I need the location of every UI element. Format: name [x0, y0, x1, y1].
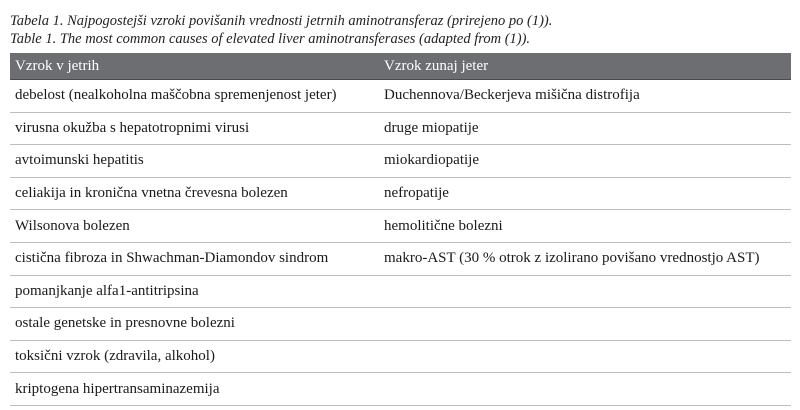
header-extrahepatic-causes: Vzrok zunaj jeter: [379, 53, 791, 80]
table-row: [10, 112, 791, 145]
cell-liver-cause: celiakija in kronična vnetna črevesna bolezen: [10, 177, 379, 210]
causes-table: [10, 53, 791, 406]
table-row: [10, 275, 791, 308]
table-row: [10, 80, 791, 113]
table-row: [10, 177, 791, 210]
cell-extrahepatic-cause: [379, 275, 791, 308]
cell-liver-cause: kriptogena hipertransaminazemija: [10, 373, 379, 406]
cell-liver-cause: pomanjkanje alfa1-antitripsina: [10, 275, 379, 308]
header-liver-causes: Vzrok v jetrih: [10, 53, 379, 80]
table-row: [10, 210, 791, 243]
cell-extrahepatic-cause: Duchennova/Beckerjeva mišična distrofija: [379, 80, 791, 113]
cell-liver-cause: debelost (nealkoholna maščobna spremenjenost jeter): [10, 80, 379, 113]
cell-extrahepatic-cause: [379, 308, 791, 341]
caption-slovenian: Tabela 1. Najpogostejši vzroki povišanih vrednosti jetrnih aminotransferaz (prirejeno po (1)).: [10, 13, 553, 29]
table-row: [10, 242, 791, 275]
cell-extrahepatic-cause: nefropatije: [379, 177, 791, 210]
table-caption: [10, 12, 791, 48]
table-row: [10, 308, 791, 341]
cell-liver-cause: toksični vzrok (zdravila, alkohol): [10, 340, 379, 373]
table-header-row: [10, 53, 791, 80]
cell-liver-cause: cistična fibroza in Shwachman-Diamondov sindrom: [10, 242, 379, 275]
table-row: [10, 373, 791, 406]
cell-extrahepatic-cause: makro-AST (30 % otrok z izolirano povišano vrednostjo AST): [379, 242, 791, 275]
cell-extrahepatic-cause: [379, 373, 791, 406]
cell-extrahepatic-cause: hemolitične bolezni: [379, 210, 791, 243]
cell-liver-cause: Wilsonova bolezen: [10, 210, 379, 243]
cell-liver-cause: ostale genetske in presnovne bolezni: [10, 308, 379, 341]
table-row: [10, 340, 791, 373]
caption-english: Table 1. The most common causes of elevated liver aminotransferases (adapted from (1)).: [10, 31, 531, 47]
cell-liver-cause: virusna okužba s hepatotropnimi virusi: [10, 112, 379, 145]
cell-extrahepatic-cause: miokardiopatije: [379, 145, 791, 178]
cell-liver-cause: avtoimunski hepatitis: [10, 145, 379, 178]
cell-extrahepatic-cause: [379, 340, 791, 373]
cell-extrahepatic-cause: druge miopatije: [379, 112, 791, 145]
table-row: [10, 145, 791, 178]
